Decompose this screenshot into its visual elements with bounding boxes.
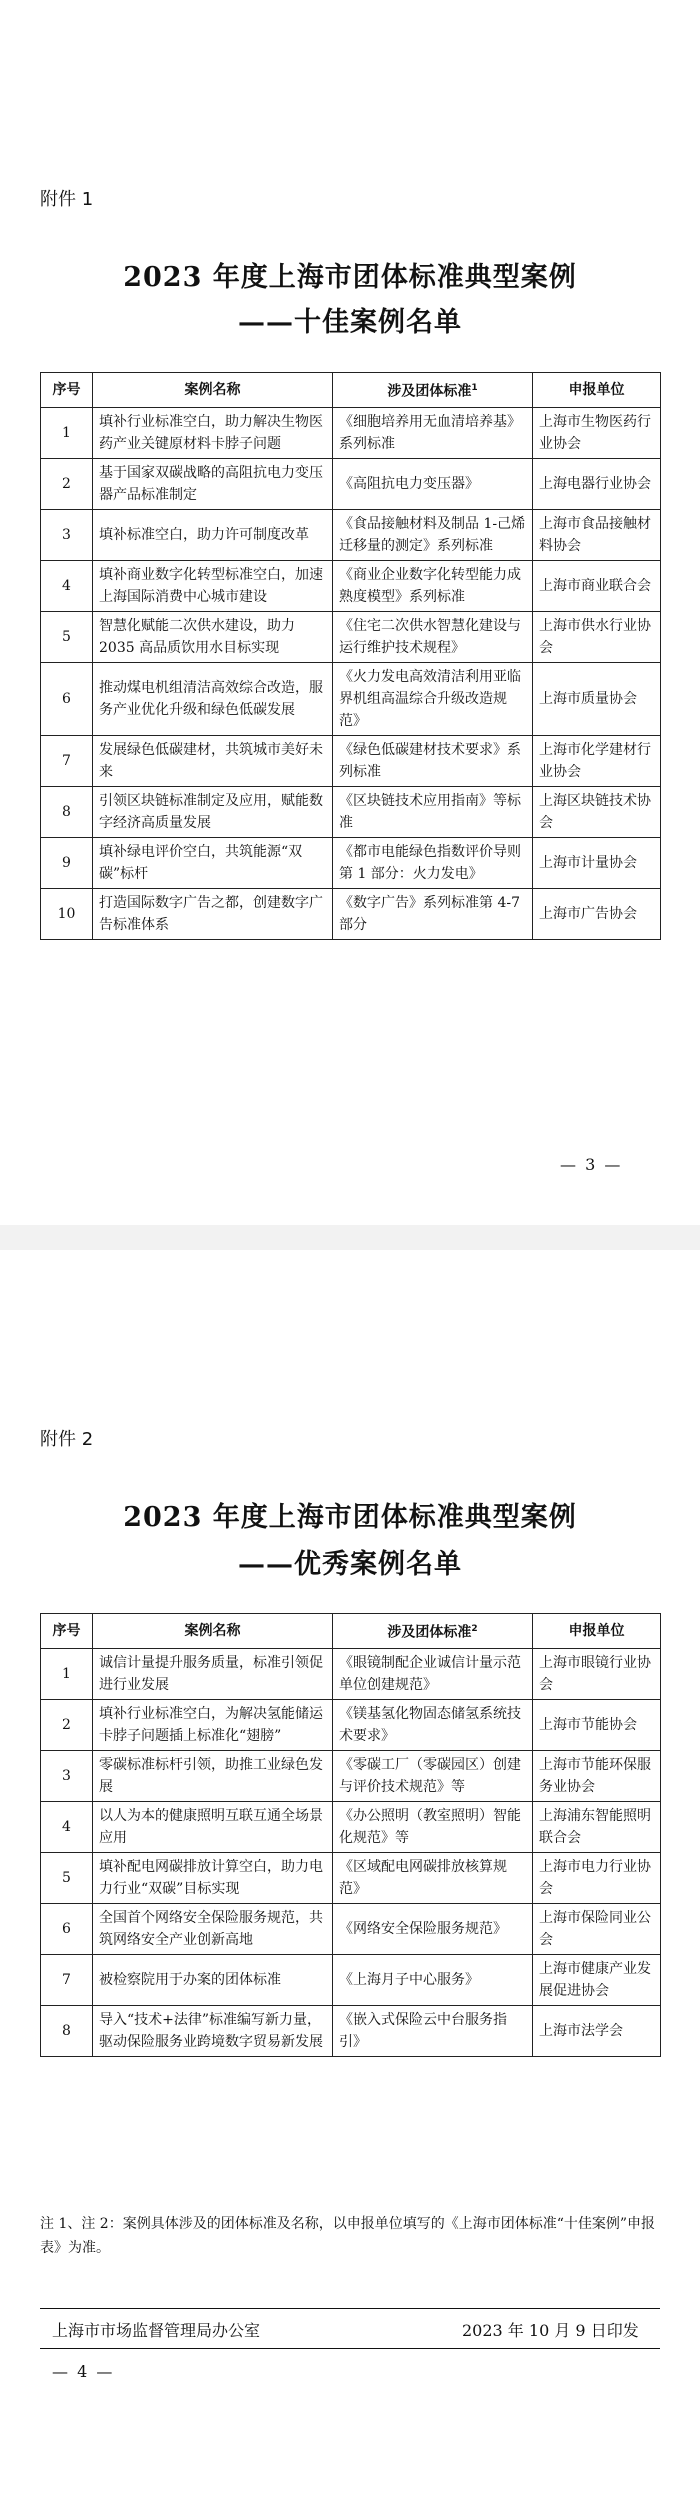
row-no: 3 [41, 510, 93, 561]
row-unit: 上海市质量协会 [533, 663, 661, 736]
row-standard: 《嵌入式保险云中台服务指引》 [333, 2006, 533, 2057]
row-case-name: 零碳标准标杆引领，助推工业绿色发展 [93, 1751, 333, 1802]
row-unit: 上海电器行业协会 [533, 459, 661, 510]
row-unit: 上海市眼镜行业协会 [533, 1649, 661, 1700]
header-standard [333, 1614, 533, 1649]
row-unit: 上海市电力行业协会 [533, 1853, 661, 1904]
row-unit: 上海市节能协会 [533, 1700, 661, 1751]
row-standard: 《住宅二次供水智慧化建设与运行维护技术规程》 [333, 612, 533, 663]
table-row [41, 459, 661, 510]
footer-date: 2023 年 10 月 9 日印发 [462, 2321, 639, 2340]
row-case-name: 全国首个网络安全保险服务规范，共筑网络安全产业创新高地 [93, 1904, 333, 1955]
row-case-name: 推动煤电机组清洁高效综合改造，服务产业优化升级和绿色低碳发展 [93, 663, 333, 736]
page-number: — 3 — [560, 1155, 623, 1174]
row-unit: 上海区块链技术协会 [533, 787, 661, 838]
row-standard: 《眼镜制配企业诚信计量示范单位创建规范》 [333, 1649, 533, 1700]
table-header-row [41, 373, 661, 408]
page-4 [0, 1250, 700, 2500]
row-no: 5 [41, 612, 93, 663]
row-case-name: 填补绿电评价空白，共筑能源“双碳”标杆 [93, 838, 333, 889]
table-header-row [41, 1614, 661, 1649]
row-case-name: 智慧化赋能二次供水建设，助力 2035 高品质饮用水目标实现 [93, 612, 333, 663]
row-unit: 上海市计量协会 [533, 838, 661, 889]
row-case-name: 导入“技术+法律”标准编写新力量，驱动保险服务业跨境数字贸易新发展 [93, 2006, 333, 2057]
row-no: 2 [41, 1700, 93, 1751]
row-case-name: 以人为本的健康照明互联互通全场景应用 [93, 1802, 333, 1853]
row-no: 2 [41, 459, 93, 510]
table-row [41, 1751, 661, 1802]
table-row [41, 1802, 661, 1853]
row-case-name: 填补行业标准空白，助力解决生物医药产业关键原材料卡脖子问题 [93, 408, 333, 459]
table-row [41, 1853, 661, 1904]
header-unit: 申报单位 [533, 373, 661, 408]
page-3 [0, 0, 700, 1225]
row-case-name: 填补配电网碳排放计算空白，助力电力行业“双碳”目标实现 [93, 1853, 333, 1904]
row-standard: 《网络安全保险服务规范》 [333, 1904, 533, 1955]
table-row [41, 787, 661, 838]
row-no: 7 [41, 1955, 93, 2006]
footer-issuer: 上海市市场监督管理局办公室 [52, 2321, 261, 2340]
table-row [41, 889, 661, 940]
title-line-2: ——十佳案例名单 [238, 307, 462, 338]
row-case-name: 填补标准空白，助力许可制度改革 [93, 510, 333, 561]
table-row [41, 408, 661, 459]
row-no: 6 [41, 663, 93, 736]
row-case-name: 填补商业数字化转型标准空白，加速上海国际消费中心城市建设 [93, 561, 333, 612]
row-no: 1 [41, 1649, 93, 1700]
footnote: 注 1、注 2：案例具体涉及的团体标准及名称，以申报单位填写的《上海市团体标准“十佳案例”申报表》为准。 [40, 2216, 656, 2256]
row-no: 1 [41, 408, 93, 459]
table-row [41, 1955, 661, 2006]
header-no: 序号 [41, 1614, 93, 1649]
row-unit: 上海市健康产业发展促进协会 [533, 1955, 661, 2006]
top-ten-cases-table [40, 372, 661, 940]
row-standard: 《商业企业数字化转型能力成熟度模型》系列标准 [333, 561, 533, 612]
header-standard [333, 373, 533, 408]
row-unit: 上海浦东智能照明联合会 [533, 1802, 661, 1853]
table-row [41, 2006, 661, 2057]
table-row [41, 1649, 661, 1700]
footnote-marker: 1 [471, 383, 478, 394]
row-case-name: 基于国家双碳战略的高阻抗电力变压器产品标准制定 [93, 459, 333, 510]
row-no: 8 [41, 2006, 93, 2057]
row-standard: 《数字广告》系列标准第 4-7 部分 [333, 889, 533, 940]
header-case-name: 案例名称 [93, 373, 333, 408]
row-standard: 《食品接触材料及制品 1-己烯迁移量的测定》系列标准 [333, 510, 533, 561]
page-number: — 4 — [52, 2362, 115, 2381]
row-no: 7 [41, 736, 93, 787]
row-standard: 《高阻抗电力变压器》 [333, 459, 533, 510]
row-unit: 上海市广告协会 [533, 889, 661, 940]
row-no: 5 [41, 1853, 93, 1904]
row-no: 8 [41, 787, 93, 838]
row-case-name: 填补行业标准空白，为解决氢能储运卡脖子问题插上标准化“翅膀” [93, 1700, 333, 1751]
row-case-name: 打造国际数字广告之都，创建数字广告标准体系 [93, 889, 333, 940]
header-standard-text: 涉及团体标准 [387, 1624, 472, 1641]
row-unit: 上海市生物医药行业协会 [533, 408, 661, 459]
row-standard: 《区块链技术应用指南》等标准 [333, 787, 533, 838]
header-unit: 申报单位 [533, 1614, 661, 1649]
row-unit: 上海市法学会 [533, 2006, 661, 2057]
footnote-marker: 2 [471, 1624, 478, 1635]
row-no: 9 [41, 838, 93, 889]
row-unit: 上海市节能环保服务业协会 [533, 1751, 661, 1802]
row-standard: 《细胞培养用无血清培养基》系列标准 [333, 408, 533, 459]
title-line-1: 2023 年度上海市团体标准典型案例 [123, 1502, 577, 1533]
table-row [41, 663, 661, 736]
table-row [41, 736, 661, 787]
row-standard: 《零碳工厂（零碳园区）创建与评价技术规范》等 [333, 1751, 533, 1802]
row-standard: 《火力发电高效清洁利用亚临界机组高温综合升级改造规范》 [333, 663, 533, 736]
row-unit: 上海市化学建材行业协会 [533, 736, 661, 787]
table-row [41, 561, 661, 612]
footer-bottom-rule [40, 2348, 660, 2349]
row-standard: 《都市电能绿色指数评价导则 第 1 部分：火力发电》 [333, 838, 533, 889]
row-no: 4 [41, 561, 93, 612]
table-row [41, 1904, 661, 1955]
row-unit: 上海市供水行业协会 [533, 612, 661, 663]
row-no: 10 [41, 889, 93, 940]
row-case-name: 发展绿色低碳建材，共筑城市美好未来 [93, 736, 333, 787]
footer-top-rule [40, 2308, 660, 2309]
title-line-1: 2023 年度上海市团体标准典型案例 [123, 262, 577, 293]
row-no: 6 [41, 1904, 93, 1955]
table-row [41, 510, 661, 561]
header-case-name: 案例名称 [93, 1614, 333, 1649]
annex-label: 附件 2 [40, 1429, 94, 1450]
header-no: 序号 [41, 373, 93, 408]
table-row [41, 1700, 661, 1751]
row-unit: 上海市商业联合会 [533, 561, 661, 612]
annex-label: 附件 1 [40, 189, 94, 210]
title-line-2: ——优秀案例名单 [238, 1549, 462, 1580]
row-standard: 《上海月子中心服务》 [333, 1955, 533, 2006]
excellent-cases-table [40, 1613, 661, 2057]
row-standard: 《镁基氢化物固态储氢系统技术要求》 [333, 1700, 533, 1751]
table-row [41, 612, 661, 663]
row-case-name: 诚信计量提升服务质量，标准引领促进行业发展 [93, 1649, 333, 1700]
table-row [41, 838, 661, 889]
row-unit: 上海市保险同业公会 [533, 1904, 661, 1955]
row-case-name: 被检察院用于办案的团体标准 [93, 1955, 333, 2006]
row-standard: 《区域配电网碳排放核算规范》 [333, 1853, 533, 1904]
row-no: 3 [41, 1751, 93, 1802]
row-standard: 《办公照明（教室照明）智能化规范》等 [333, 1802, 533, 1853]
row-standard: 《绿色低碳建材技术要求》系列标准 [333, 736, 533, 787]
row-no: 4 [41, 1802, 93, 1853]
row-unit: 上海市食品接触材料协会 [533, 510, 661, 561]
header-standard-text: 涉及团体标准 [387, 383, 472, 400]
row-case-name: 引领区块链标准制定及应用，赋能数字经济高质量发展 [93, 787, 333, 838]
